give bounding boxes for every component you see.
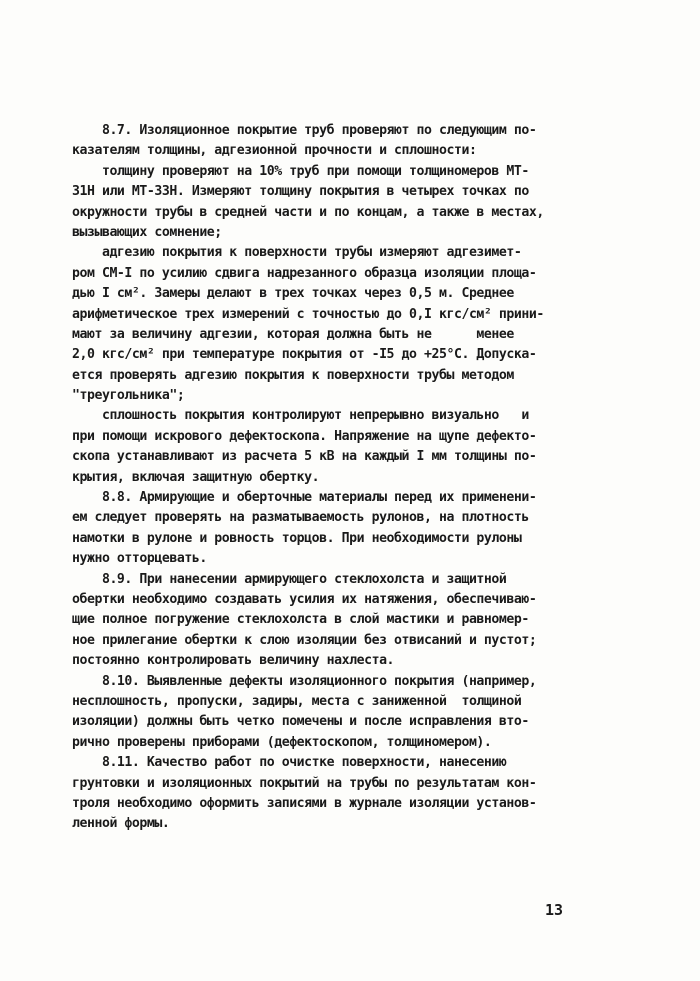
text-line: несплошность, пропуски, задиры, места с заниженной толщиной — [72, 693, 522, 709]
text-line: щие полное погружение стеклохолста в слой мастики и равномер- — [72, 612, 529, 628]
text-line: 8.7. Изоляционное покрытие труб проверяют по следующим по- — [72, 123, 537, 138]
text-line: ром СМ-I по усилию сдвига надрезанного образца изоляции площа- — [72, 265, 537, 281]
text-line: адгезию покрытия к поверхности трубы измеряют адгезимет- — [72, 245, 522, 261]
page-number: 13 — [545, 901, 564, 919]
text-line: грунтовки и изоляционных покрытий на трубы по результатам кон- — [72, 775, 537, 791]
text-line: ется проверять адгезию покрытия к поверхности трубы методом — [72, 367, 514, 383]
text-line: толщину проверяют на 10% труб при помощи толщиномеров МТ- — [72, 163, 529, 179]
text-line: сплошность покрытия контролируют непрерывно визуально и — [72, 408, 529, 424]
text-line: намотки в рулоне и ровность торцов. При необходимости рулоны — [72, 530, 522, 546]
text-line: вызывающих сомнение; — [72, 224, 222, 240]
text-line: "треугольника"; — [72, 388, 185, 404]
text-line: 2,0 кгс/см² при температуре покрытия от -I5 до +25°С. Допуска- — [72, 347, 537, 363]
document-body — [72, 121, 582, 835]
text-line: нужно отторцевать. — [72, 551, 207, 567]
text-line: ем следует проверять на разматываемость рулонов, на плотность — [72, 510, 529, 526]
text-line: постоянно контролировать величину нахлеста. — [72, 653, 395, 669]
text-line: крытия, включая защитную обертку. — [72, 469, 320, 485]
text-line: казателям толщины, адгезионной прочности и сплошности: — [72, 143, 477, 159]
text-line: ленной формы. — [72, 816, 170, 832]
text-line: скопа устанавливают из расчета 5 кВ на каждый I мм толщины по- — [72, 449, 537, 465]
text-line: 31Н или МТ-33Н. Измеряют толщину покрытия в четырех точках по — [72, 184, 529, 200]
text-line: обертки необходимо создавать усилия их натяжения, обеспечиваю- — [72, 591, 537, 607]
text-line: 8.10. Выявленные дефекты изоляционного покрытия (например, — [72, 673, 537, 689]
text-line: 8.9. При нанесении армирующего стеклохолста и защитной — [72, 571, 507, 587]
text-line: 8.11. Качество работ по очистке поверхности, нанесению — [72, 755, 507, 771]
text-line: при помощи искрового дефектоскопа. Напряжение на щупе дефекто- — [72, 428, 537, 444]
text-line: дью I см². Замеры делают в трех точках через 0,5 м. Среднее — [72, 286, 514, 302]
text-line: 8.8. Армирующие и оберточные материалы перед их применени- — [72, 490, 537, 506]
text-line: рично проверены приборами (дефектоскопом, толщиномером). — [72, 734, 492, 750]
text-line: мают за величину адгезии, которая должна быть не менее — [72, 326, 514, 342]
text-line: изоляции) должны быть четко помечены и после исправления вто- — [72, 714, 529, 730]
text-line: ное прилегание обертки к слою изоляции без отвисаний и пустот; — [72, 632, 537, 648]
text-line: троля необходимо оформить записями в журнале изоляции установ- — [72, 795, 537, 811]
text-line: окружности трубы в средней части и по концам, а также в местах, — [72, 204, 544, 220]
text-line: арифметическое трех измерений с точностью до 0,I кгс/см² прини- — [72, 306, 544, 322]
